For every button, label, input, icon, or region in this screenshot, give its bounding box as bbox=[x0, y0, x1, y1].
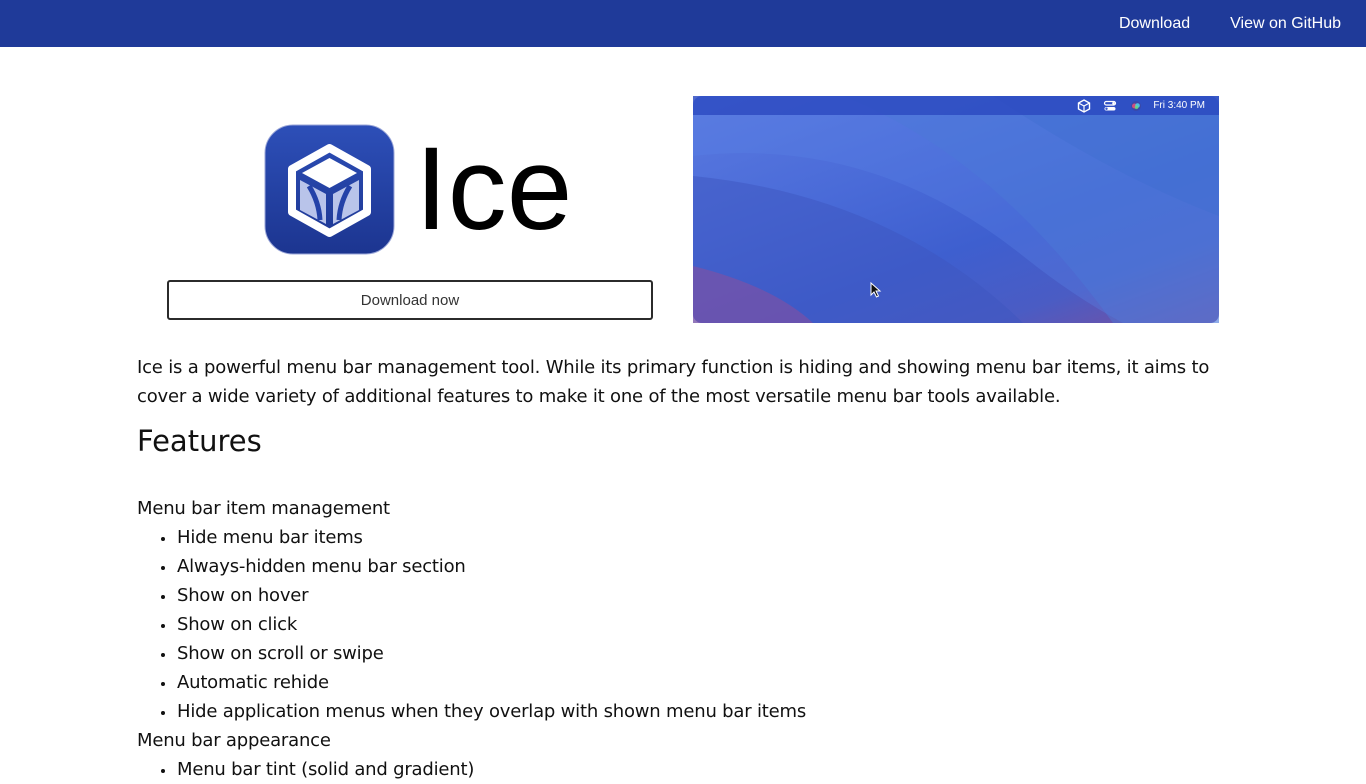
wallpaper-waves bbox=[693, 96, 1219, 323]
intro-paragraph: Ice is a powerful menu bar management tool. While its primary function is hiding and showing menu bar items, it aims to cover a wide variety of additional features to make it one of the most versatile menu bar tools available. bbox=[137, 357, 1210, 407]
list-item: Hide menu bar items bbox=[137, 523, 1229, 552]
feature-group bbox=[137, 494, 1229, 726]
list-item: Hide application menus when they overlap with shown menu bar items bbox=[137, 697, 1229, 726]
menubar-preview-image bbox=[693, 96, 1219, 323]
feature-group-title: Menu bar appearance bbox=[137, 730, 331, 751]
list-item: Always-hidden menu bar section bbox=[137, 552, 1229, 581]
preview-menu-bar bbox=[693, 96, 1219, 115]
list-item: Show on click bbox=[137, 610, 1229, 639]
list-item: Automatic rehide bbox=[137, 668, 1229, 697]
list-item: Show on scroll or swipe bbox=[137, 639, 1229, 668]
features-heading: Features bbox=[137, 424, 262, 458]
list-item: Menu bar tint (solid and gradient) bbox=[137, 755, 1229, 784]
ice-cube-logo-icon bbox=[264, 124, 395, 255]
siri-icon bbox=[1129, 99, 1143, 113]
mouse-cursor-icon bbox=[870, 282, 882, 303]
download-now-button[interactable]: Download now bbox=[167, 280, 653, 320]
list-item: Show on hover bbox=[137, 581, 1229, 610]
hero bbox=[167, 96, 653, 323]
feature-group bbox=[137, 726, 1229, 784]
control-center-icon bbox=[1103, 99, 1117, 113]
ice-menubar-icon bbox=[1077, 99, 1091, 113]
feature-list bbox=[137, 494, 1229, 784]
preview-clock: Fri 3:40 PM bbox=[1153, 100, 1205, 111]
top-nav bbox=[0, 0, 1366, 47]
nav-download-link[interactable]: Download bbox=[1118, 14, 1191, 32]
app-title: Ice bbox=[415, 123, 573, 255]
nav-github-link[interactable]: View on GitHub bbox=[1230, 14, 1341, 32]
feature-group-title: Menu bar item management bbox=[137, 498, 390, 519]
